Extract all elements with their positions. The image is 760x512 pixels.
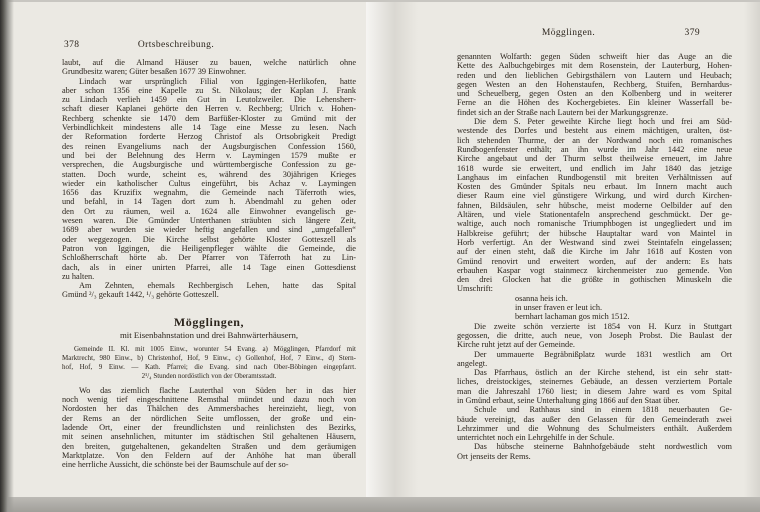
text-line: westende des Dorfes und besteht aus einem mächtigen, uralten, öst-: [457, 126, 732, 136]
text-line: zu Lindach verlieh 1459 ein Gut in Leutolzweiler. Die Lehensherr-: [62, 95, 356, 105]
text-line: 2¹/₄ Stunden nordöstlich von der Oberamtsstadt.: [141, 371, 277, 380]
text-line: aber schon 1356 eine Kapelle zu St. Nikolaus; der Kaplan J. Frank: [62, 85, 356, 95]
text-line: Kette des Aalbuchgebirges mit dem Rosenstein, der Lauterburg, Hohen-: [457, 61, 732, 71]
section-subheading: [62, 330, 356, 341]
paragraph-zehnten: [62, 281, 356, 300]
text-line: man die Jahreszahl 1760 liest; in diesem Jahre ward es vom Spital: [457, 386, 732, 396]
text-line: den drei Glocken hat die größte in gothischen Minuskeln die: [457, 275, 732, 285]
text-line: wesen waren. Die Gmünder Unterthanen sträubten sich längere Zeit,: [62, 216, 356, 226]
text-line: Wo das ziemlich flache Lauterthal von Süden her in das hier: [79, 385, 356, 395]
text-line: und bei der Belehnung des Herrn v. Laymingen 1579 mußte er: [62, 150, 356, 160]
text-line: Ort jenseits der Rems.: [457, 451, 531, 461]
text-line: Altären, und viele Stationentafeln ansprechend geschmückt. Der ge-: [457, 210, 732, 220]
section-heading-moegglingen: [62, 315, 356, 329]
text-line: Langhaus im einfachen Rundbogenstil mit breiten Verhältnissen auf: [457, 172, 732, 182]
text-line: Patron von Iggingen, die Heiligenpfleger wählte die Gemeinde, die: [62, 243, 356, 253]
left-page-body: [62, 58, 356, 469]
right-page-header: [457, 28, 732, 39]
text-line: Marktplatze. Von den Feldern auf der Anhöhe hat man überall: [62, 450, 356, 460]
text-line: zu halten.: [62, 271, 95, 281]
text-line: den Ort zu räumen, weil a. 1624 alle Einwohner evangelisch ge-: [62, 206, 356, 216]
paragraph-bahnhof: [457, 442, 732, 461]
page-number: 378: [64, 40, 80, 50]
text-line: eine herrliche Aussicht, die schönste bei der Baumschule auf der so-: [62, 460, 289, 470]
text-line: gegen Westen an den Hohenstaufen, Rechberg, Stuifen, Bernhardus-: [457, 79, 732, 89]
text-line: lich stehenden Thurme, der an der Nordwand noch ein romanisches: [457, 135, 732, 145]
text-line: Nordosten her das Thälchen des Ammersbaches hereinzieht, liegt, von: [62, 404, 356, 414]
glocken-inschrift: [457, 294, 732, 322]
right-page-body: [457, 52, 732, 461]
text-line: Am Zehnten, ehemals Rechbergisch Lehen, hatte das Spital: [79, 281, 356, 291]
text-line: statten. Doch wurde, scheint es, während des 30jährigen Krieges: [62, 169, 356, 179]
text-line: in unser fraven er leut ich.: [515, 303, 603, 313]
text-line: Lehrzimmer und die Wohnung des Schulmeisters enthält. Außerdem: [457, 423, 732, 433]
page-gutter-shadow: [366, 0, 418, 512]
text-line: ladende Ort, einer der freundlichsten und reinlichsten des Bezirks,: [62, 422, 356, 432]
paragraph-schule: [457, 405, 732, 442]
text-line: versprechen, die Augsburgische und württembergische Confession zu ge-: [62, 160, 356, 170]
text-line: dieser Raum eine viel günstigere Wirkung, und wird durch Kirchen-: [457, 191, 732, 201]
text-line: schaft dieser Kaplanei gehörte den Herren v. Rechberg; Ulrich v. Hohen-: [62, 104, 356, 114]
page-number: 379: [684, 28, 700, 38]
text-line: in Gmünd erbaut, seine Unterhaltung ging 1866 auf den Staat über.: [457, 395, 680, 405]
text-line: liches, dreistockiges, steinernes Gebäude, an dessen verziertem Portale: [457, 377, 732, 387]
paragraph-lage: [62, 386, 356, 470]
text-line: Schule und Rathhaus sind in einem 1818 neuerbauten Ge-: [474, 405, 732, 415]
left-page-header: [62, 40, 356, 51]
text-line: Kosten des Gmünder Spitals neu erbaut. Im Innern macht auch: [457, 182, 732, 192]
running-title: Mögglingen.: [541, 28, 596, 38]
text-line: Die dem S. Peter geweihte Kirche liegt hoch und frei am Süd-: [474, 117, 732, 127]
text-line: oder weggezogen. Die Kirche selbst gehörte Kloster Gotteszell als: [62, 234, 356, 244]
text-line: und befahl, in 14 Tagen dort zum h. Abendmahl zu gehen oder: [62, 197, 356, 207]
running-title: Ortsbeschreibung.: [137, 40, 215, 50]
paragraph-aussicht: [457, 52, 732, 117]
text-line: Rundbogenfenster enthält; an ihn wurde im Jahr 1442 eine neue: [457, 144, 732, 154]
text-line: osanna heis ich.: [515, 293, 568, 303]
text-line: 1618 wurde sie erweitert, und endlich im Jahr 1840 das jetzige: [457, 163, 732, 173]
scan-right-edge: [744, 0, 760, 512]
text-line: Kirche ruht jetzt auf der Gemeinde.: [457, 340, 575, 350]
text-line: unterrichtet noch ein Lehrgehilfe in der Schule.: [457, 433, 615, 443]
paragraph-begraebnissplatz: [457, 350, 732, 369]
text-line: Gmünd renovirt und erweitert worden, auf der andern: Es hats: [457, 256, 732, 266]
scan-bottom-edge: [0, 497, 760, 512]
paragraph-lindach: [62, 77, 356, 282]
text-line: hof, Hof, 9 Einw. — Kath. Pfarrei; die Evang. sind nach Ober-Böbingen eingepfarrt.: [62, 362, 356, 371]
text-line: laubt, auf die Almand Häuser zu bauen, welche natürlich ohne: [62, 58, 356, 67]
text-line: der Reformation forderte Herzog Christof als Ortsobrigkeit Predigt: [62, 132, 356, 142]
text-line: Halbkreise geführt; der hübsche Hauptaltar ward von Maintel in: [457, 228, 732, 238]
text-line: und Scheuelberg, gegen Osten an den Kolbenberg und in weiterer: [457, 89, 732, 99]
text-line: Die zweite schön verzierte ist 1854 von H. Kurz in Stuttgart: [474, 321, 732, 331]
text-line: Ferne an die Höhen des Kochergebietes. Ein kleiner Wasserfall be-: [457, 98, 732, 108]
text-line: Rechberg schenkte sie 1470 dem Barfüßer-Kloster zu Gmünd mit der: [62, 113, 356, 123]
text-line: Grundbesitz waren; Güter besaßen 1677 39 Einwohner.: [62, 67, 247, 77]
text-line: Das hübsche steinerne Bahnhofgebäude steht nordwestlich vom: [474, 442, 732, 452]
text-line: Lindach war ursprünglich Filial von Iggingen-Herlikofen, hatte: [79, 76, 356, 86]
text-line: auf der einen steht, daß die Kirche im Jahr 1618 auf Kosten von: [457, 247, 732, 257]
scan-top-edge: [0, 0, 760, 2]
text-line: Horb verfertigt. An der Westwand sind zwei Steintafeln eingelassen;: [457, 237, 732, 247]
paragraph-gemeinde-statistik: [62, 345, 356, 381]
text-line: fahnen, Bildsäulen, sehr hübsche, meist moderne Oelbilder auf den: [457, 200, 732, 210]
text-line: den breiten, gutgehaltenen, gekandelten Straßen und dem geräumigen: [62, 441, 356, 451]
text-line: mit seinen ansehnlichen, mitunter im städtischen Stil gehaltenen Häusern,: [62, 432, 356, 442]
paragraph-glocken: [457, 322, 732, 350]
text-line: Gemeinde II. Kl. mit 1005 Einw., worunter 54 Evang. a) Mögglingen, Pfarrdorf mit: [74, 344, 356, 353]
text-line: bäude vereinigt, das außer den Gelassen für den Gemeinderath zwei: [457, 414, 732, 424]
text-line: bernhart lachaman gos mich 1512.: [515, 312, 630, 322]
text-line: genannten Wolfarth: gegen Süden schweift hier das Auge an die: [457, 52, 732, 61]
text-line: der Rems an der nördlichen Seite umflossen, der große und ein-: [62, 413, 356, 423]
text-line: Der ummauerte Begräbnißplatz wurde 1831 westlich am Ort: [474, 349, 732, 359]
text-line: Umschrift:: [457, 284, 493, 294]
text-line: wieder ein katholischer Cultus eingeführt, bis Achaz v. Laymingen: [62, 178, 356, 188]
text-line: Kirche angebaut und der Thurm selbst theilweise erneuert, im Jahre: [457, 154, 732, 164]
text-line: Gmünd ²/₃ gekauft 1442, ¹/₃ gehörte Gotteszell.: [62, 290, 219, 300]
text-line: Das Pfarrhaus, östlich an der Kirche stehend, ist ein sehr statt-: [474, 368, 732, 378]
text-line: des reinen Evangeliums nach der Augsburgischen Confession 1560,: [62, 141, 356, 151]
text-line: findet sich an der Straße nach Lautern bei der Markungsgrenze.: [457, 107, 669, 117]
text-line: erbauhen Kaspar vogt stainmecz kirchenmeister zuo gemende. Von: [457, 265, 732, 275]
text-line: noch wenig tief eingeschnittene Remsthal mündet und dazu noch von: [62, 395, 356, 405]
text-line: Marktrecht, 980 Einw., b) Christenhof, Hof, 9 Einw., c) Gollenhof, Hof, 7 Einw., d) Stern-: [62, 353, 356, 362]
paragraph-pfarrhaus: [457, 368, 732, 405]
paragraph-kirche: [457, 117, 732, 294]
text-line: mit Eisenbahnstation und drei Bahnwärterhäusern,: [119, 329, 299, 340]
text-line: Schloßherrschaft hörte ab. Der Pfarrer von Täferroth hat zu Lin-: [62, 253, 356, 263]
text-line: Verbindlichkeit mindestens alle 14 Tage eine Messe zu lesen. Nach: [62, 123, 356, 133]
paragraph-continuation: [62, 58, 356, 77]
text-line: 1656 das Kruzifix wegnahm, die Gemeinde nach Täferroth wies,: [62, 188, 356, 198]
text-line: waltige, auch noch romanische Triumphbogen ist ungegliedert und im: [457, 219, 732, 229]
text-line: angelegt.: [457, 358, 488, 368]
scan-left-edge: [0, 0, 14, 512]
text-line: reden und den lieblichen Gebirgsthälern von Lautern und Heubach;: [457, 70, 732, 80]
text-line: Mögglingen,: [173, 314, 245, 329]
text-line: dach, als in einer unirten Pfarrei, alle 14 Tage einen Gottesdienst: [62, 262, 356, 272]
text-line: 1689 aber wurden sie wieder heftig angefallen und sind „umgefallen“: [62, 225, 356, 235]
text-line: gegossen, die dritte, auch neue, von Joseph Probst. Die Baulast der: [457, 330, 732, 340]
